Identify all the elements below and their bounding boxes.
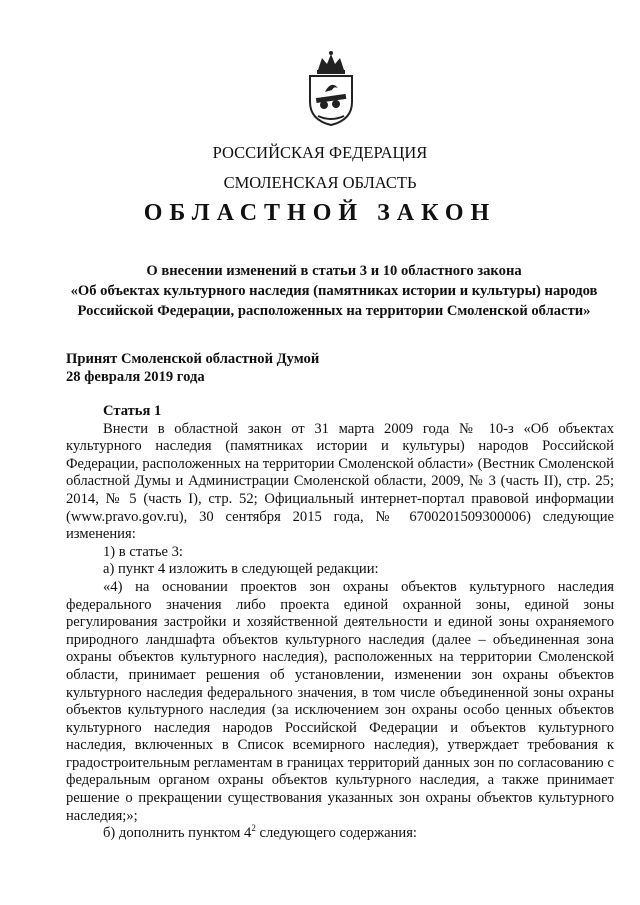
region-heading: СМОЛЕНСКАЯ ОБЛАСТЬ	[223, 173, 417, 192]
document-body	[66, 403, 614, 843]
article-heading: Статья 1	[103, 403, 162, 419]
item-b-text-end: следующего содержания:	[255, 825, 417, 842]
law-title	[60, 261, 608, 321]
item-b-superscript: 2	[251, 823, 256, 834]
smolensk-coat-of-arms-icon	[298, 50, 364, 126]
law-title-line: Российской Федерации, расположенных на территории Смоленской области»	[77, 303, 591, 319]
paragraph-quote: «4) на основании проектов зон охраны объектов культурного наследия федерального значения либо проекта единой охранной зоны, единой зоны регулирования застройки и хозяйственной деятельности и единой зоны охраняемого природного ландшафта объектов культурного наследия (далее – объединенная зона охраны объектов культурного наследия), расположенных на территории Смоленской области, принимает решения об установлении, изменении зон охраны объектов культурного наследия федерального значения, в том числе объединенной зоны охраны объектов культурного наследия (за исключением зон охраны особо ценных объектов культурного наследия народов Российской Федерации и объектов культурного наследия, включенных в Список всемирного наследия), утверждает требования к градостроительным регламентам в границах территорий данных зон по согласованию с федеральным органом охраны объектов культурного наследия, а также принимает решение о прекращении существования указанных зон охраны объектов культурного наследия;»;	[66, 578, 614, 824]
paragraph-intro: Внести в областной закон от 31 марта 2009 года № 10-з «Об объектах культурного наследия (памятниках истории и культуры) народов Российской Федерации, расположенных на территории Смоленской области» (Вестник Смоленской областной Думы и Администрации Смоленской области, 2009, № 3 (часть II), стр. 25; 2014, № 5 (часть I), стр. 52; Официальный интернет-портал правовой информации (www.pravo.gov.ru), 30 сентября 2015 года, № 6700201509300006) следующие изменения:	[66, 420, 614, 543]
paragraph-item-b	[66, 825, 614, 843]
law-title-line: О внесении изменений в статьи 3 и 10 областного закона	[146, 263, 522, 279]
law-title-line: «Об объектах культурного наследия (памятниках истории и культуры) народов	[70, 283, 598, 299]
country-heading: РОССИЙСКАЯ ФЕДЕРАЦИЯ	[212, 143, 428, 162]
paragraph-item-1: 1) в статье 3:	[103, 543, 183, 560]
item-b-text: б) дополнить пунктом 4	[103, 825, 252, 842]
adoption-note	[66, 350, 319, 386]
adoption-date: 28 февраля 2019 года	[66, 369, 205, 385]
adoption-body: Принят Смоленской областной Думой	[66, 351, 320, 367]
paragraph-item-a: а) пункт 4 изложить в следующей редакции:	[103, 561, 379, 578]
document-type-heading: ОБЛАСТНОЙ ЗАКОН	[143, 200, 497, 226]
